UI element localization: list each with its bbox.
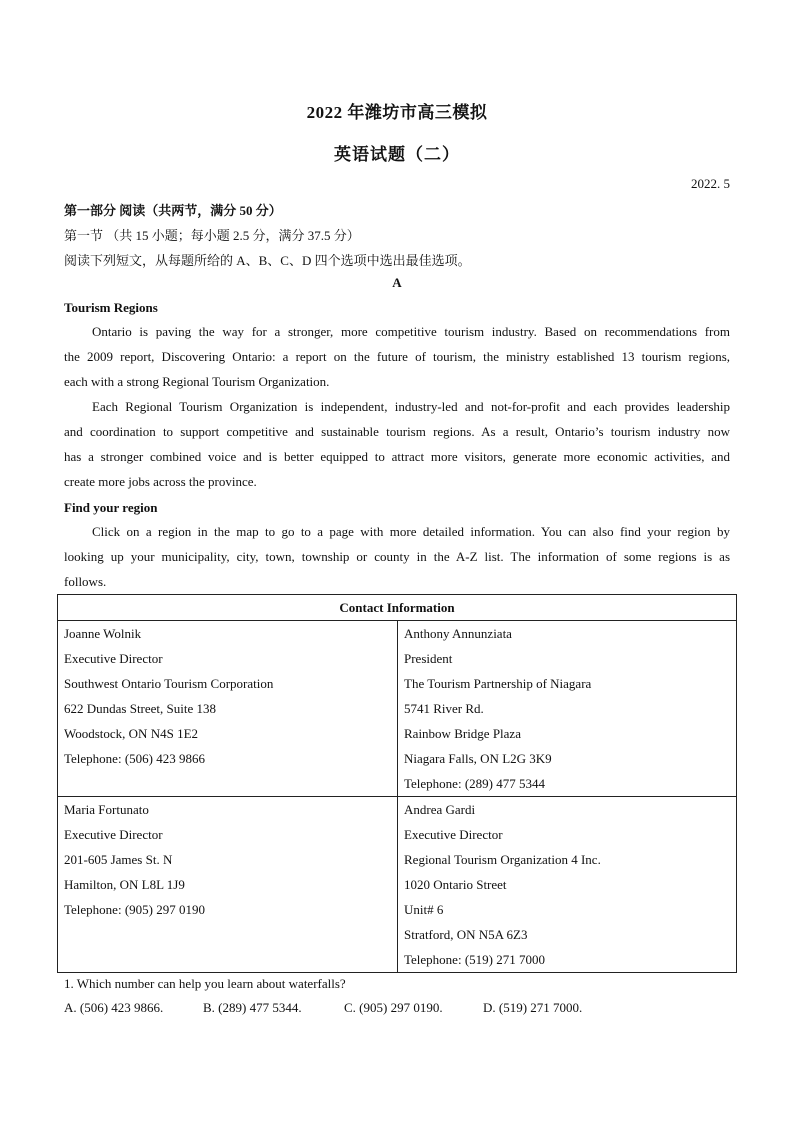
find-region-heading: Find your region xyxy=(64,500,158,515)
contact-line: Telephone: (289) 477 5344 xyxy=(404,776,545,791)
contact-line: Telephone: (519) 271 7000 xyxy=(404,952,545,967)
contact-line: Telephone: (905) 297 0190 xyxy=(64,902,205,917)
paragraph-2 xyxy=(64,394,730,494)
contact-line: Executive Director xyxy=(64,827,163,842)
contact-table-header: Contact Information xyxy=(58,595,737,621)
paragraph-line: create more jobs across the province. xyxy=(64,474,257,489)
contact-line: Joanne Wolnik xyxy=(64,626,142,641)
exam-subtitle: 英语试题（二） xyxy=(334,145,460,164)
paragraph-line: has a stronger combined voice and is better equipped to attract more visitors, generate more economic activities, and xyxy=(64,449,730,464)
contact-line: Unit# 6 xyxy=(404,902,444,917)
option-b: B. (289) 477 5344. xyxy=(203,1000,302,1015)
paragraph-line: Each Regional Tourism Organization is independent, industry-led and not-for-profit and each provides leadership xyxy=(92,399,730,414)
contact-line: Niagara Falls, ON L2G 3K9 xyxy=(404,751,552,766)
contact-line: Regional Tourism Organization 4 Inc. xyxy=(404,852,601,867)
paragraph-1 xyxy=(64,319,730,394)
exam-title: 2022 年潍坊市高三模拟 xyxy=(306,103,488,122)
table-row xyxy=(58,621,737,797)
contact-table xyxy=(57,594,737,973)
contact-line: Executive Director xyxy=(404,827,503,842)
contact-line: Rainbow Bridge Plaza xyxy=(404,726,521,741)
contact-line: 1020 Ontario Street xyxy=(404,877,507,892)
question-1: 1. Which number can help you learn about waterfalls? xyxy=(64,976,346,991)
table-row xyxy=(58,797,737,973)
contact-line: Anthony Annunziata xyxy=(404,626,512,641)
paragraph-line: Click on a region in the map to go to a page with more detailed information. You can also find your region by xyxy=(92,524,730,539)
contact-line: Executive Director xyxy=(64,651,163,666)
option-a: A. (506) 423 9866. xyxy=(64,1000,164,1015)
paragraph-line: and coordination to support competitive and sustainable tourism regions. As a result, Ontario’s tourism industry now xyxy=(64,424,730,439)
contact-line: The Tourism Partnership of Niagara xyxy=(404,676,592,691)
contact-line: 5741 River Rd. xyxy=(404,701,484,716)
contact-line: Telephone: (506) 423 9866 xyxy=(64,751,205,766)
contact-cell-southwest xyxy=(58,621,398,797)
contact-line: President xyxy=(404,651,453,666)
option-d: D. (519) 271 7000. xyxy=(483,1000,583,1015)
paragraph-line: each with a strong Regional Tourism Organization. xyxy=(64,374,330,389)
paragraph-3 xyxy=(64,519,730,594)
contact-line: Stratford, ON N5A 6Z3 xyxy=(404,927,528,942)
instruction-text: 阅读下列短文，从每题所给的 A、B、C、D 四个选项中选出最佳选项。 xyxy=(64,253,471,268)
section-heading: 第一节 （共 15 小题；每小题 2.5 分，满分 37.5 分） xyxy=(64,228,360,243)
paragraph-line: looking up your municipality, city, town, township or county in the A-Z list. The information of some regions is as xyxy=(64,549,730,564)
contact-line: 622 Dundas Street, Suite 138 xyxy=(64,701,217,716)
contact-cell-stratford xyxy=(398,797,737,973)
article-heading: Tourism Regions xyxy=(64,300,158,315)
contact-cell-hamilton xyxy=(58,797,398,973)
part-heading: 第一部分 阅读（共两节，满分 50 分） xyxy=(64,203,282,218)
contact-line: Hamilton, ON L8L 1J9 xyxy=(64,877,185,892)
contact-line: Andrea Gardi xyxy=(404,802,476,817)
contact-line: Maria Fortunato xyxy=(64,802,149,817)
contact-cell-niagara xyxy=(398,621,737,797)
option-c: C. (905) 297 0190. xyxy=(344,1000,443,1015)
exam-date: 2022. 5 xyxy=(691,176,730,191)
paragraph-line: follows. xyxy=(64,574,107,589)
paragraph-line: Ontario is paving the way for a stronger, more competitive tourism industry. Based on recommendations from xyxy=(92,324,730,339)
contact-line: 201-605 James St. N xyxy=(64,852,173,867)
contact-line: Southwest Ontario Tourism Corporation xyxy=(64,676,274,691)
passage-letter: A xyxy=(392,275,402,290)
contact-line: Woodstock, ON N4S 1E2 xyxy=(64,726,199,741)
paragraph-line: the 2009 report, Discovering Ontario: a report on the future of tourism, the ministry established 13 tourism regions, xyxy=(64,349,730,364)
